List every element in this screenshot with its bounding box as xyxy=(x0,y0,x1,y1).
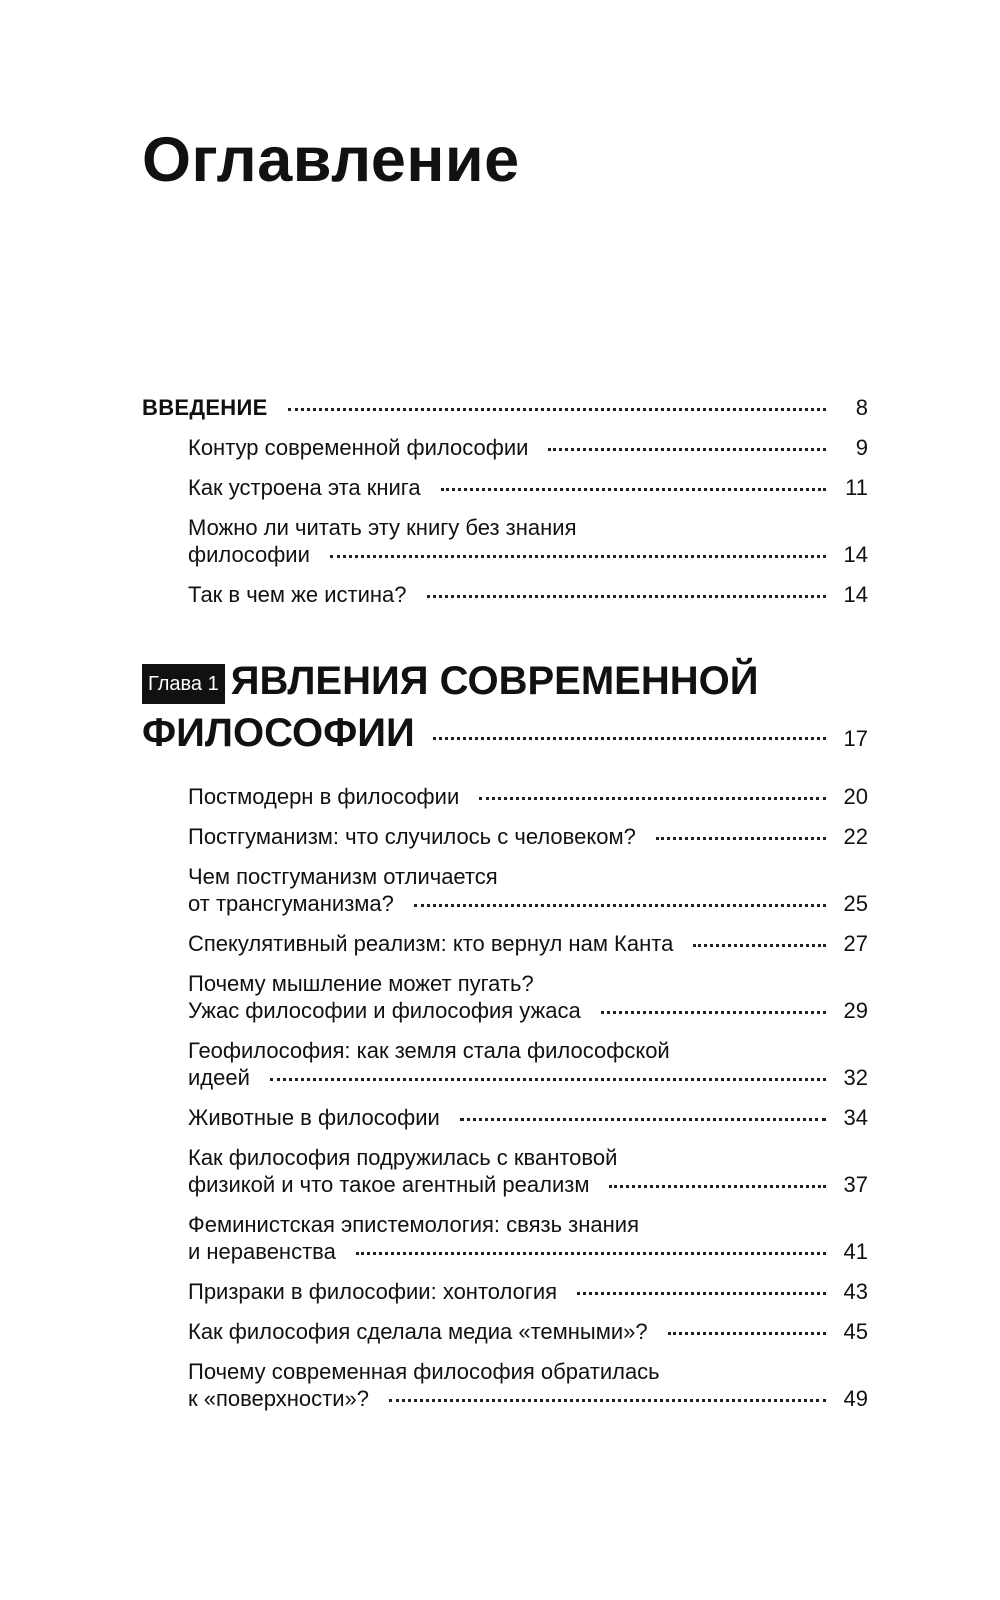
toc-entry[interactable] xyxy=(142,1278,868,1305)
page-number: 14 xyxy=(843,582,868,607)
page-number: 41 xyxy=(843,1239,868,1264)
toc-entry[interactable] xyxy=(142,1104,868,1131)
dot-leader xyxy=(693,944,826,947)
page-number: 9 xyxy=(855,435,868,460)
dot-leader xyxy=(577,1292,826,1295)
entry-title-line: Контур современной философии xyxy=(188,435,529,460)
entry-title-line: Как философия сделала медиа «темными»? xyxy=(188,1319,648,1344)
dot-leader xyxy=(433,737,826,740)
entry-title-line: Почему современная философия обратилась xyxy=(188,1359,660,1384)
dot-leader xyxy=(460,1118,826,1121)
dot-leader xyxy=(668,1332,826,1335)
entry-title-line: Чем постгуманизм отличается xyxy=(188,864,498,889)
toc-entry[interactable] xyxy=(142,783,868,810)
entry-title-line: Постмодерн в философии xyxy=(188,784,460,809)
toc-entry[interactable] xyxy=(142,394,868,421)
toc-entry[interactable] xyxy=(142,434,868,461)
dot-leader xyxy=(601,1011,826,1014)
page-number: 37 xyxy=(843,1172,868,1197)
entry-title-line: Как устроена эта книга xyxy=(188,475,421,500)
toc-entry[interactable] xyxy=(142,581,868,608)
entry-title-line: Как философия подружилась с квантовой xyxy=(188,1145,618,1170)
chapter-title-line-1: ЯВЛЕНИЯ СОВРЕМЕННОЙ xyxy=(230,659,759,703)
dot-leader xyxy=(656,837,826,840)
dot-leader xyxy=(356,1252,826,1255)
entry-title-line: к «поверхности»? xyxy=(188,1386,370,1411)
toc-entry[interactable] xyxy=(142,863,868,917)
page-number: 8 xyxy=(855,395,868,420)
entry-title-line: философии xyxy=(188,542,310,567)
entry-title-line: Животные в философии xyxy=(188,1105,440,1130)
page-title: Оглавление xyxy=(142,125,520,195)
toc-entry[interactable] xyxy=(142,823,868,850)
toc-entry[interactable] xyxy=(142,1211,868,1265)
dot-leader xyxy=(479,797,826,800)
entry-title-line: Так в чем же истина? xyxy=(188,582,407,607)
toc-entry[interactable] xyxy=(142,930,868,957)
page-number: 25 xyxy=(843,891,868,916)
toc-entry[interactable] xyxy=(142,1358,868,1412)
page-number: 11 xyxy=(845,475,868,500)
toc-entry[interactable] xyxy=(142,970,868,1024)
dot-leader xyxy=(548,448,826,451)
dot-leader xyxy=(441,488,826,491)
toc-entry[interactable] xyxy=(142,514,868,568)
table-of-contents xyxy=(142,394,868,1425)
chapter-1-entries xyxy=(142,783,868,1412)
dot-leader xyxy=(330,555,826,558)
intro-section xyxy=(142,394,868,608)
page-number: 27 xyxy=(843,931,868,956)
entry-title-line: Ужас философии и философия ужаса xyxy=(188,998,581,1023)
page-number: 32 xyxy=(843,1065,868,1090)
toc-entry[interactable] xyxy=(142,1144,868,1198)
entry-title-line: Геофилософия: как земля стала философской xyxy=(188,1038,670,1063)
dot-leader xyxy=(427,595,827,598)
chapter-1-heading[interactable] xyxy=(142,655,868,765)
page-number: 20 xyxy=(843,784,868,809)
dot-leader xyxy=(288,408,826,411)
dot-leader xyxy=(389,1399,826,1402)
page-number: 22 xyxy=(843,824,868,849)
page-number: 45 xyxy=(843,1319,868,1344)
entry-title-line: от трансгуманизма? xyxy=(188,891,394,916)
entry-title-line: физикой и что такое агентный реализм xyxy=(188,1172,590,1197)
dot-leader xyxy=(414,904,826,907)
page-number: 34 xyxy=(843,1105,868,1130)
page-number: 14 xyxy=(843,542,868,567)
chapter-title-line-2: ФИЛОСОФИИ xyxy=(142,711,415,755)
dot-leader xyxy=(270,1078,826,1081)
page-number: 49 xyxy=(843,1386,868,1411)
page-number: 43 xyxy=(843,1279,868,1304)
entry-title-line: Почему мышление может пугать? xyxy=(188,971,534,996)
entry-title-line: Спекулятивный реализм: кто вернул нам Канта xyxy=(188,931,674,956)
entry-title-line: и неравенства xyxy=(188,1239,336,1264)
chapter-badge: Глава 1 xyxy=(142,664,225,704)
entry-title-line: Призраки в философии: хонтология xyxy=(188,1279,558,1304)
toc-entry[interactable] xyxy=(142,1318,868,1345)
entry-title-line: Постгуманизм: что случилось с человеком? xyxy=(188,824,636,849)
entry-title-line: ВВЕДЕНИЕ xyxy=(142,395,268,420)
entry-title-line: Можно ли читать эту книгу без знания xyxy=(188,515,577,540)
entry-title-line: Феминистская эпистемология: связь знания xyxy=(188,1212,639,1237)
page-number: 17 xyxy=(843,726,868,751)
toc-entry[interactable] xyxy=(142,1037,868,1091)
page-number: 29 xyxy=(843,998,868,1023)
entry-title-line: идеей xyxy=(188,1065,250,1090)
toc-entry[interactable] xyxy=(142,474,868,501)
dot-leader xyxy=(609,1185,826,1188)
